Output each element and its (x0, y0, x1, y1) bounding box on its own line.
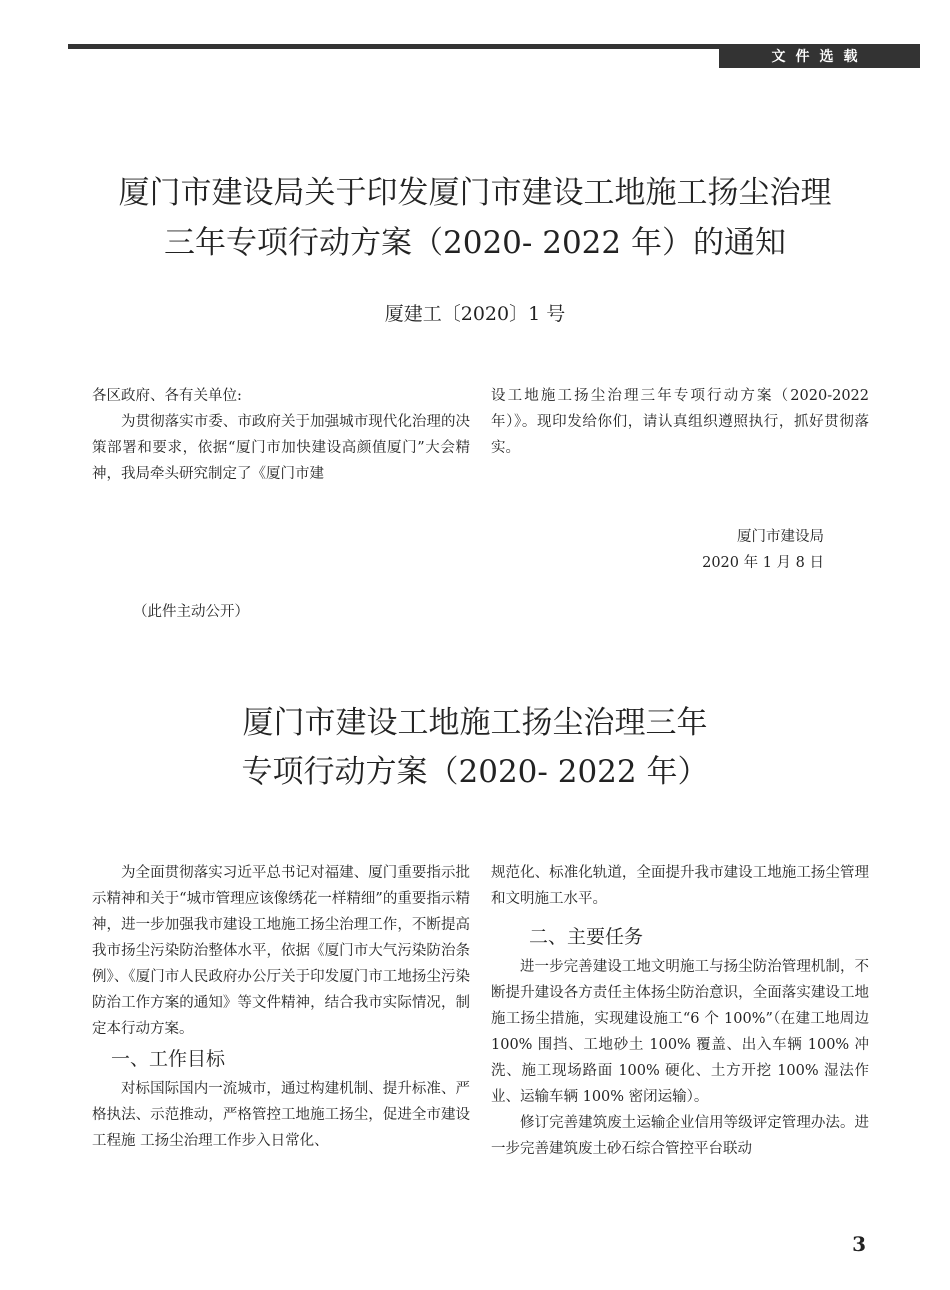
issuer: 厦门市建设局 (737, 529, 824, 545)
disclosure-note: （此件主动公开） (133, 604, 249, 620)
heading-work-goals: 一、工作目标 (111, 1048, 226, 1070)
notice-title-line2: 三年专项行动方案（2020- 2022 年）的通知 (164, 225, 786, 261)
notice-right-column (491, 383, 869, 461)
plan-left-column (92, 860, 470, 1154)
addressee: 各区政府、各有关单位: (92, 388, 242, 404)
plan-title-line2: 专项行动方案（2020- 2022 年） (241, 754, 709, 790)
page-number: 3 (852, 1232, 866, 1256)
plan-title-line1: 厦门市建设工地施工扬尘治理三年 (242, 705, 708, 741)
notice-title-line1: 厦门市建设局关于印发厦门市建设工地施工扬尘治理 (118, 175, 832, 211)
notice-body-right: 设工地施工扬尘治理三年专项行动方案（2020-2022 年）》。现印发给你们，请认真组织遵照执行，抓好贯彻落实。 (491, 388, 869, 456)
notice-body-left: 为贯彻落实市委、市政府关于加强城市现代化治理的决策部署和要求，依据“厦门市加快建设高颜值厦门”大会精神，我局牵头研究制定了《厦门市建 (92, 414, 470, 482)
plan-paragraph: 为全面贯彻落实习近平总书记对福建、厦门重要指示批示精神和关于“城市管理应该像绣花一样精细”的重要指示精神，进一步加强我市建设工地施工扬尘治理工作，不断提高我市扬尘污染防治整体水平，依据《厦门市大气污染防治条例》、《厦门市人民政府办公厅关于印发厦门市工地扬尘污染防治工作方案的通知》等文件精神，结合我市实际情况，制定本行动方案。 (92, 865, 470, 1037)
heading-main-tasks: 二、主要任务 (529, 926, 644, 948)
plan-paragraph: 进一步完善建设工地文明施工与扬尘防治管理机制，不断提升建设各方责任主体扬尘防治意识，全面落实建设工地施工扬尘措施，实现建设施工“6 个 100%”（在建工地周边 100% 围挡、工地砂土 100% 覆盖、出入车辆 100% 冲洗、施工现场路面 100% 硬化、土方开挖 100% 湿法作业、运输车辆 100% 密闭运输）。 (491, 959, 869, 1105)
plan-paragraph: 修订完善建筑废土运输企业信用等级评定管理办法。进一步完善建筑废土砂石综合管控平台联动 (491, 1115, 869, 1157)
plan-paragraph: 规范化、标准化轨道，全面提升我市建设工地施工扬尘管理和文明施工水平。 (491, 865, 869, 907)
plan-right-column (491, 860, 869, 1162)
plan-paragraph: 对标国际国内一流城市，通过构建机制、提升标准、严格执法、示范推动，严格管控工地施工扬尘，促进全市建设工程施 工扬尘治理工作步入日常化、 (92, 1081, 470, 1149)
notice-left-column (92, 383, 470, 487)
section-tag: 文件选载 (719, 46, 920, 68)
doc-number: 厦建工〔2020〕1 号 (384, 303, 566, 325)
issue-date: 2020 年 1 月 8 日 (702, 555, 824, 571)
